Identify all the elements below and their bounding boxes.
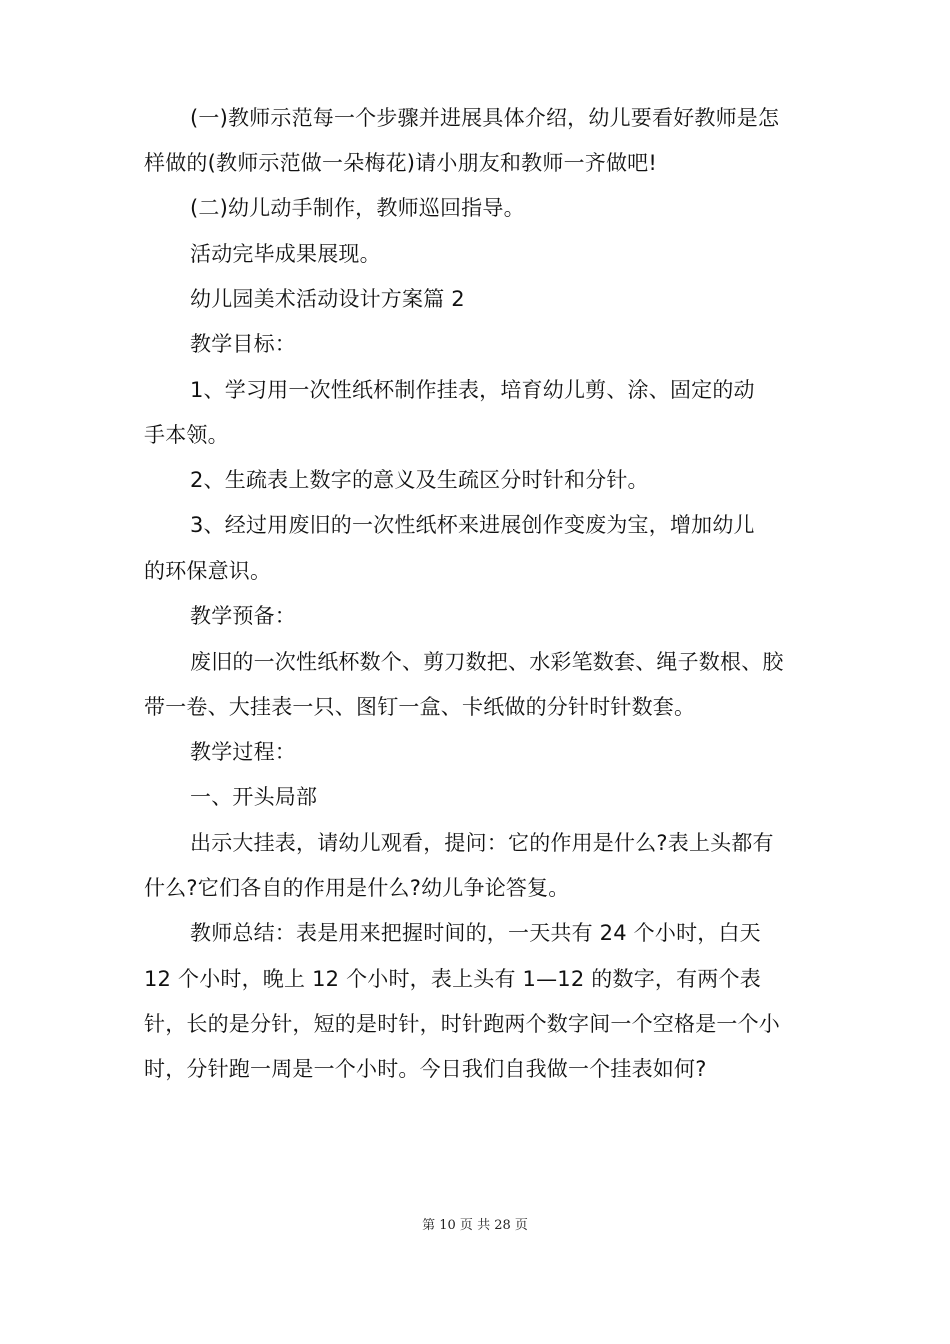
- text-line-17: 出示大挂表，请幼儿观看，提问：它的作用是什么?表上头都有: [190, 831, 774, 855]
- text-line-14: 带一卷、大挂表一只、图钉一盒、卡纸做的分针时针数套。: [144, 695, 696, 719]
- page-number-footer: 第 10 页 共 28 页: [422, 1218, 528, 1233]
- text-line-18: 什么?它们各自的作用是什么?幼儿争论答复。: [144, 876, 570, 900]
- text-line-16: 一、开头局部: [190, 785, 318, 809]
- text-line-4: 活动完毕成果展现。: [190, 242, 381, 266]
- text-line-7: 1、学习用一次性纸杯制作挂表，培育幼儿剪、涂、固定的动: [190, 378, 755, 402]
- text-line-11: 的环保意识。: [144, 559, 272, 583]
- text-line-19: 教师总结：表是用来把握时间的，一天共有 24 个小时，白天: [190, 921, 761, 945]
- text-line-13: 废旧的一次性纸杯数个、剪刀数把、水彩笔数套、绳子数根、胶: [190, 650, 784, 674]
- text-line-6: 教学目标：: [190, 332, 296, 356]
- text-line-9: 2、生疏表上数字的意义及生疏区分时针和分针。: [190, 468, 649, 492]
- text-line-10: 3、经过用废旧的一次性纸杯来进展创作变废为宝，增加幼儿: [190, 513, 755, 537]
- section-heading: 幼儿园美术活动设计方案篇 2: [190, 287, 465, 311]
- text-line-12: 教学预备：: [190, 604, 296, 628]
- text-line-3: (二)幼儿动手制作，教师巡回指导。: [190, 196, 525, 220]
- text-line-2: 样做的(教师示范做一朵梅花)请小朋友和教师一齐做吧!: [144, 151, 658, 175]
- text-line-8: 手本领。: [144, 423, 229, 447]
- text-line-1: (一)教师示范每一个步骤并进展具体介绍，幼儿要看好教师是怎: [190, 106, 780, 130]
- text-line-22: 时，分针跑一周是一个小时。今日我们自我做一个挂表如何?: [144, 1057, 707, 1081]
- text-line-20: 12 个小时，晚上 12 个小时，表上头有 1—12 的数字，有两个表: [144, 967, 761, 991]
- text-line-15: 教学过程：: [190, 740, 296, 764]
- text-line-21: 针，长的是分针，短的是时针，时针跑两个数字间一个空格是一个小: [144, 1012, 780, 1036]
